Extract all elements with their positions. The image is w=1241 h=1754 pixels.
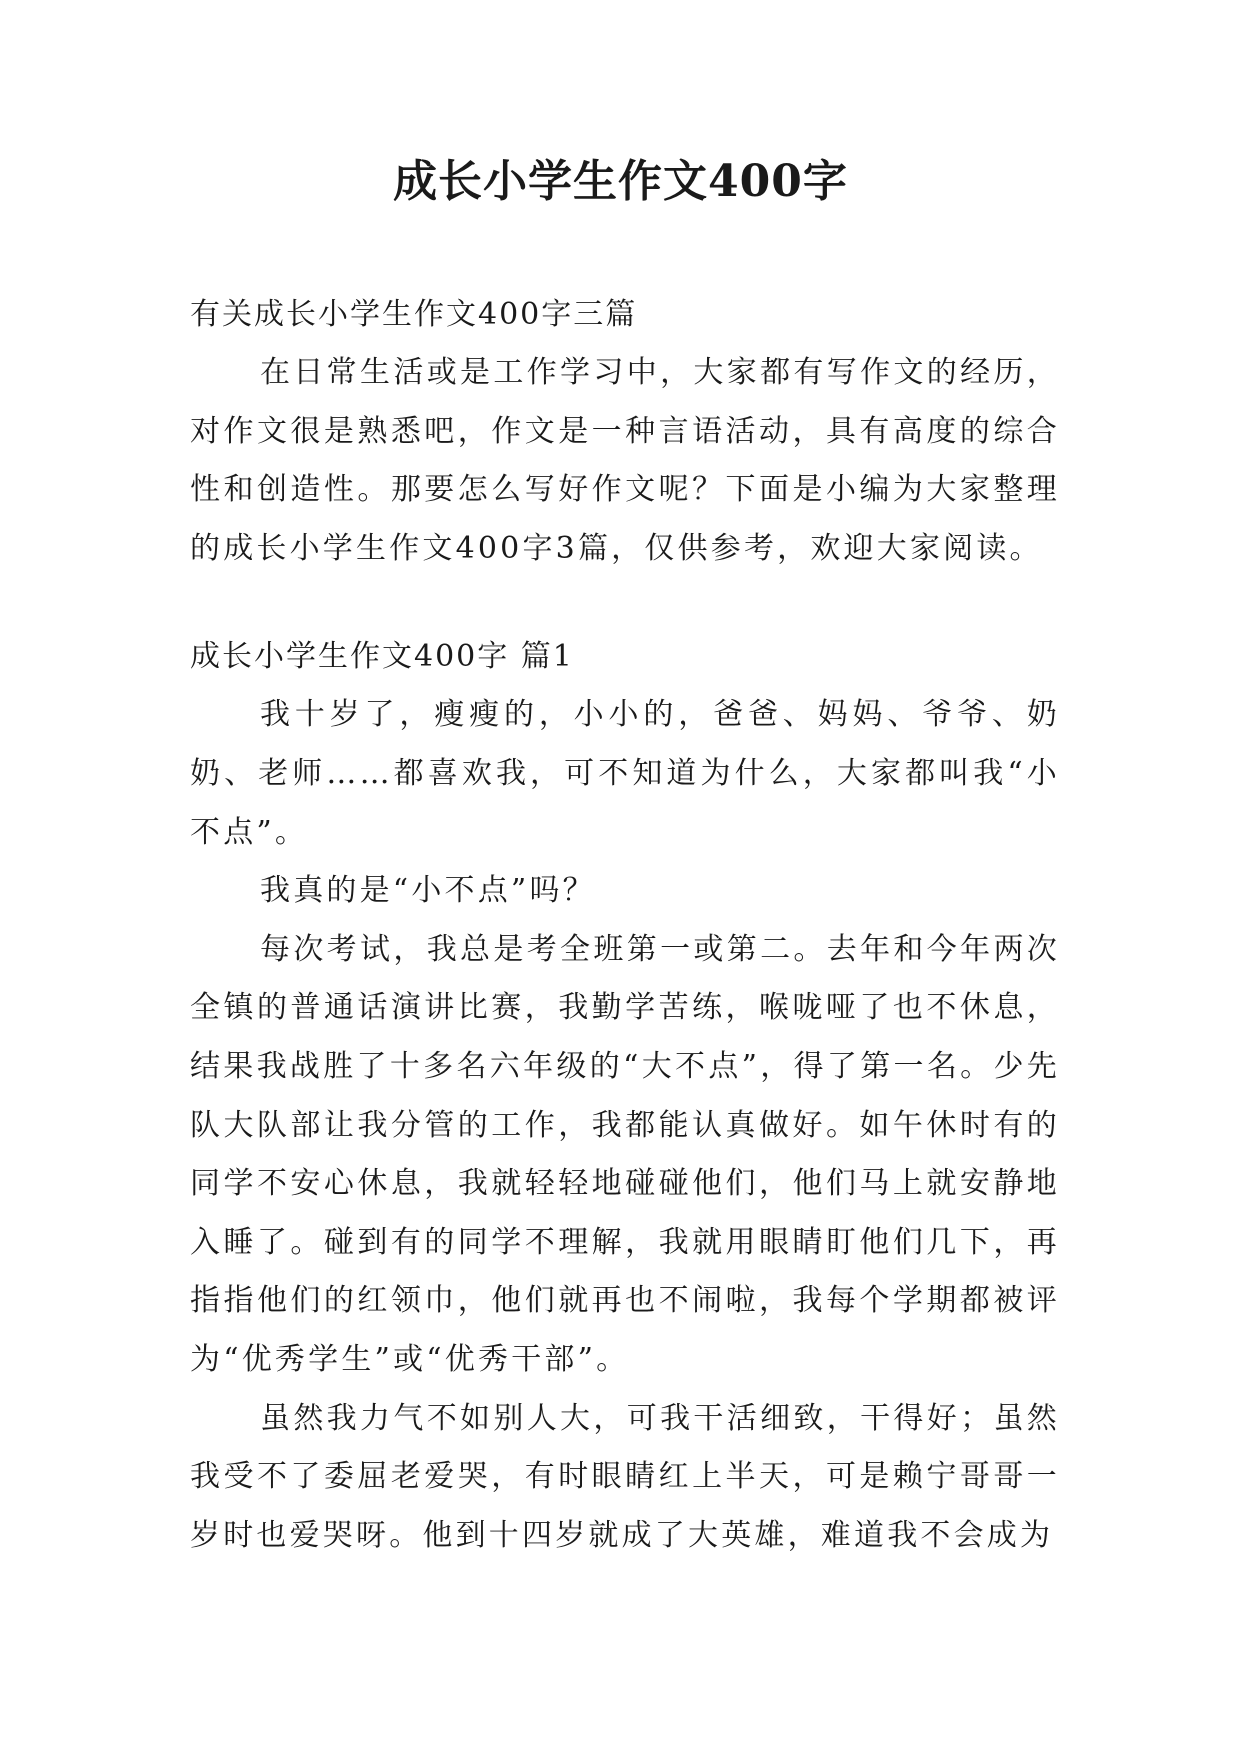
body-paragraph: 我十岁了，瘦瘦的，小小的，爸爸、妈妈、爷爷、奶奶、老师……都喜欢我，可不知道为什么，大家都叫我“小不点”。 [190,697,1060,850]
body-paragraph: 我真的是“小不点”吗？ [260,873,596,909]
body-paragraph: 虽然我力气不如别人大，可我干活细致，干得好；虽然我受不了委屈老爱哭，有时眼睛红上半天，可是赖宁哥哥一岁时也爱哭呀。他到十四岁就成了大英雄，难道我不会成为 [190,1400,1060,1553]
intro-paragraph: 在日常生活或是工作学习中，大家都有写作文的经历，对作文很是熟悉吧，作文是一种言语活动，具有高度的综合性和创造性。那要怎么写好作文呢？下面是小编为大家整理的成长小学生作文400字3篇，仅供参考，欢迎大家阅读。 [190,355,1060,566]
body-paragraph: 每次考试，我总是考全班第一或第二。去年和今年两次全镇的普通话演讲比赛，我勤学苦练，喉咙哑了也不休息，结果我战胜了十多名六年级的“大不点”，得了第一名。少先队大队部让我分管的工作，我都能认真做好。如午休时有的同学不安心休息，我就轻轻地碰碰他们，他们马上就安静地入睡了。碰到有的同学不理解，我就用眼睛盯他们几下，再指指他们的红领巾，他们就再也不闹啦，我每个学期都被评为“优秀学生”或“优秀干部”。 [190,931,1060,1377]
document-subtitle: 有关成长小学生作文400字三篇 [190,297,638,332]
section-heading: 成长小学生作文400字 篇1 [190,639,574,675]
document-body [190,286,1060,1565]
document-title: 成长小学生作文400字 [393,156,848,207]
